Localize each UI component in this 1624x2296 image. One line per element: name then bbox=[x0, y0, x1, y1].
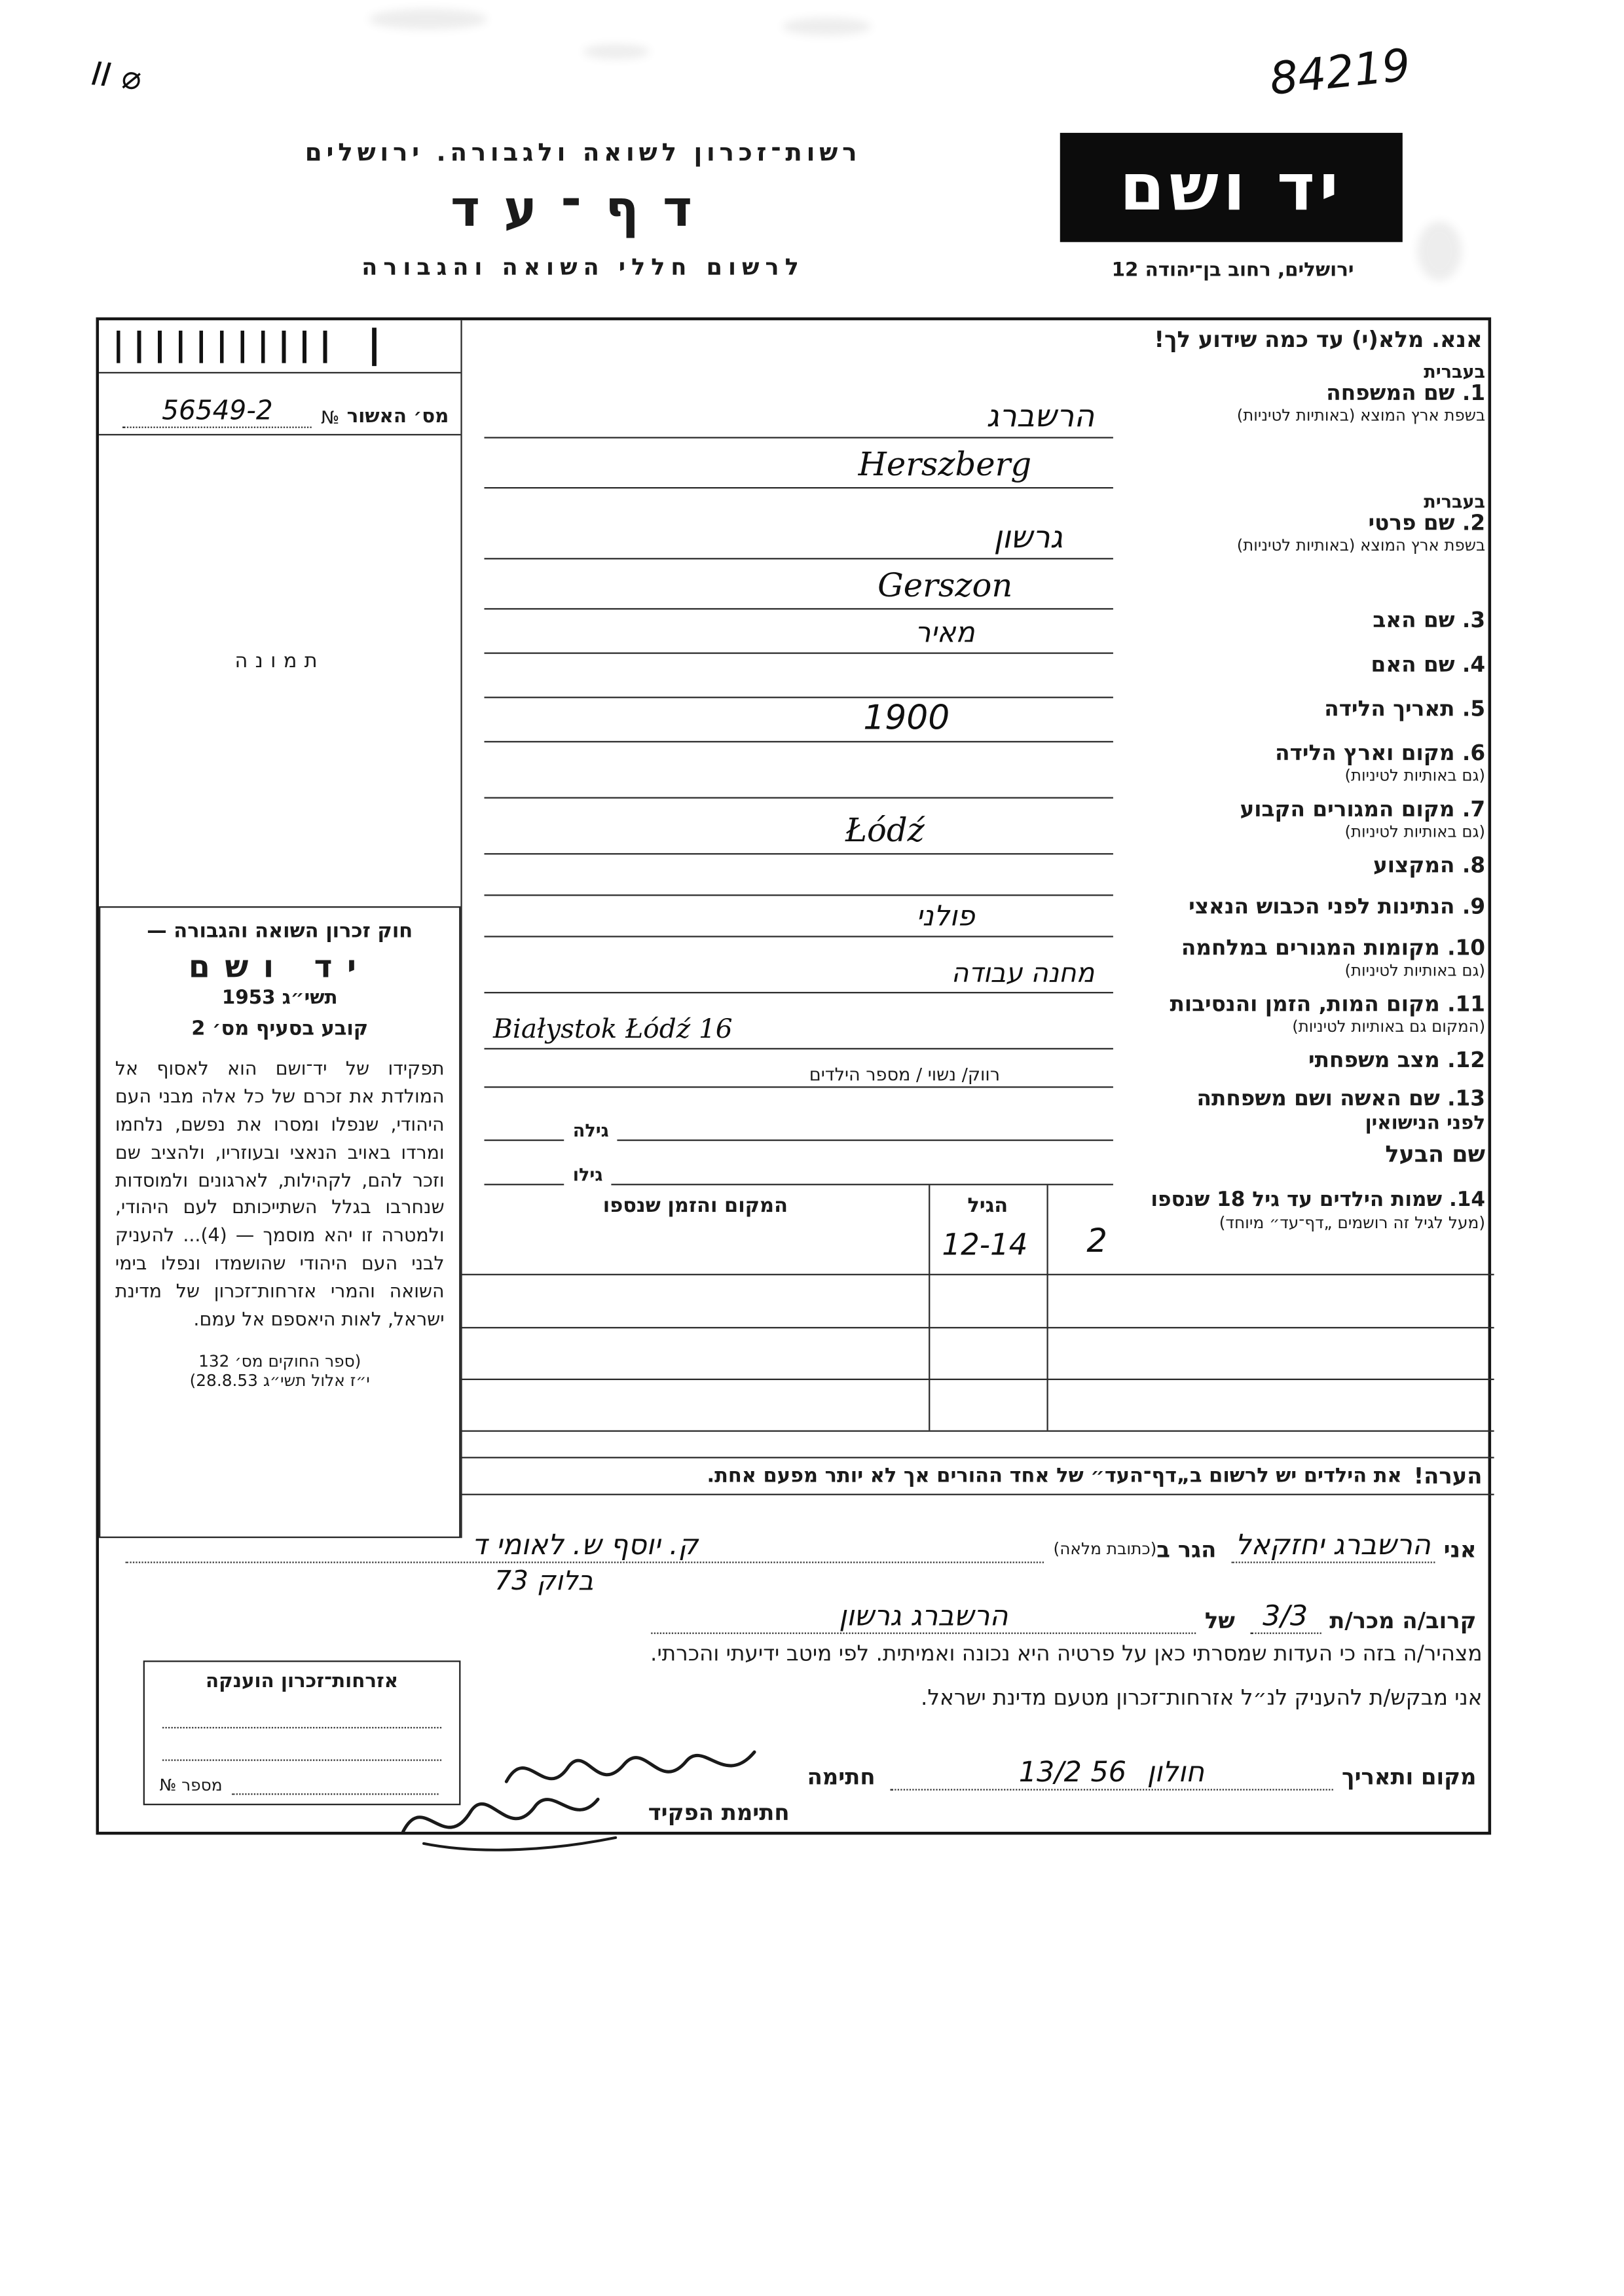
children-row-line bbox=[460, 1327, 1494, 1328]
children-row-line bbox=[460, 1379, 1494, 1380]
resident-label: הגר ב bbox=[1156, 1536, 1217, 1563]
scan-smudge bbox=[369, 9, 487, 30]
children-col-place-header: המקום והזמן שנספו bbox=[602, 1194, 788, 1218]
subject-name-value: הרשברג גרשון bbox=[839, 1599, 1008, 1633]
grant-box-number-row bbox=[159, 1774, 438, 1795]
marital-status-line bbox=[484, 1049, 1113, 1088]
label-text: 14. שמות הילדים עד גיל 18 שנספו bbox=[1151, 1188, 1486, 1212]
page-subtitle: לרשום חללי השואה והגבורה bbox=[361, 253, 805, 281]
grant-box-number-line bbox=[231, 1774, 438, 1795]
field-family-name bbox=[460, 361, 1494, 491]
place-value: חולון bbox=[1147, 1756, 1204, 1789]
certificate-number-line bbox=[122, 390, 312, 428]
profession-line bbox=[484, 854, 1113, 896]
hebrew-hint: בעברית bbox=[1424, 361, 1486, 382]
note-text: את הילדים יש לרשום ב„דף־העד״ של אחד ההורים אך לא יותר מפעם אחת. bbox=[707, 1464, 1402, 1488]
place-date-line bbox=[890, 1746, 1333, 1791]
husband-name-line bbox=[612, 1141, 1113, 1186]
permanent-residence-value: Łódź bbox=[845, 813, 925, 850]
testimony-form bbox=[96, 318, 1492, 1835]
field-profession bbox=[460, 854, 1494, 896]
first-name-hebrew-line bbox=[484, 492, 1113, 560]
declarant-row bbox=[99, 1513, 1494, 1563]
wife-name-line bbox=[618, 1088, 1113, 1141]
place-date-label: מקום ותאריך bbox=[1342, 1764, 1477, 1791]
note-strong: הערה! bbox=[1413, 1463, 1483, 1489]
address-hint: (כתובת מלאה) bbox=[1053, 1539, 1157, 1559]
law-title-4: קובע בסעיף מס׳ 2 bbox=[191, 1017, 369, 1041]
of-label: של bbox=[1204, 1607, 1235, 1634]
father-name-value: מאיר bbox=[915, 617, 975, 649]
declarant-address-line bbox=[126, 1519, 1044, 1563]
children-table-divider bbox=[1046, 1185, 1048, 1430]
field-husband-name bbox=[460, 1141, 1494, 1186]
signature-label: חתימה bbox=[807, 1764, 876, 1791]
wife-age-label: גילה bbox=[572, 1120, 609, 1141]
left-column bbox=[99, 320, 460, 1538]
subject-name-line bbox=[651, 1590, 1196, 1634]
citizenship-line bbox=[484, 896, 1113, 938]
main-fields bbox=[460, 320, 1494, 1457]
wartime-residences-line bbox=[484, 938, 1113, 994]
date-value: 13/2 56 bbox=[1018, 1756, 1127, 1789]
label-text: 5. תאריך הלידה bbox=[1324, 698, 1486, 722]
yad-vashem-logo bbox=[1060, 133, 1403, 242]
tally-marks bbox=[117, 331, 338, 363]
certificate-number-value: 56549-2 bbox=[162, 395, 273, 427]
children-age-value: 12-14 bbox=[942, 1226, 1028, 1262]
first-name-latin-value: Gerszon bbox=[877, 568, 1013, 606]
grant-box-line bbox=[162, 1727, 441, 1728]
place-of-death-line bbox=[484, 993, 1113, 1049]
label-text: 3. שם האב bbox=[1373, 610, 1486, 634]
yad-vashem-logo-text: יד ושם bbox=[1119, 149, 1343, 225]
permanent-residence-line bbox=[484, 799, 1113, 855]
declaration-statement-1: מצהיר/ה בזה כי העדות שמסרתי כאן על פרטיה היא נכונה ואמיתית. לפי מיטב ידיעתי והכרתי. bbox=[650, 1643, 1483, 1667]
numero-symbol: № bbox=[321, 407, 340, 428]
label-text: 2. שם פרטי bbox=[1368, 512, 1486, 536]
field-mother-name bbox=[460, 654, 1494, 699]
law-citation-2: י״ז אלול תשי״ג 28.8.53) bbox=[189, 1371, 370, 1391]
law-citation-1: (ספר החוקים מס׳ 132 bbox=[198, 1351, 361, 1372]
children-table bbox=[460, 1185, 1494, 1457]
label-text-2: לפני הנישואין bbox=[1365, 1113, 1486, 1135]
label-text: שם הבעל bbox=[1385, 1140, 1486, 1168]
law-title-1: חוק זכרון השואה והגבורה — bbox=[147, 919, 413, 943]
latin-hint: (גם באותיות לטיניות) bbox=[1344, 766, 1486, 786]
label-text: 4. שם האם bbox=[1371, 653, 1486, 678]
label-text: 8. המקצוע bbox=[1373, 854, 1486, 879]
field-first-name-label bbox=[1122, 492, 1494, 610]
memorial-citizenship-grant-box bbox=[143, 1660, 461, 1805]
field-wartime-residences bbox=[460, 938, 1494, 994]
law-title-3: תשי״ג 1953 bbox=[221, 987, 338, 1010]
grant-box-number-label: מספר № bbox=[159, 1776, 223, 1795]
label-text: 13. שם האשה ושם משפחתה bbox=[1196, 1087, 1486, 1112]
certificate-number-row bbox=[99, 373, 460, 435]
children-row-line bbox=[460, 1430, 1494, 1432]
marital-status-options: רווק/ נשוי / מספר הילדים bbox=[809, 1064, 1001, 1085]
relation-label: קרוב/ה מכר/ת bbox=[1329, 1607, 1477, 1634]
field-first-name bbox=[460, 492, 1494, 610]
field-birth-date bbox=[460, 698, 1494, 742]
page-title: דף־עד bbox=[450, 180, 716, 240]
children-names-value: 2 bbox=[1086, 1224, 1107, 1261]
declarant-name-value: הרשברג יחזקאל bbox=[1235, 1529, 1431, 1562]
authority-name: רשות־זכרון לשואה ולגבורה. ירושלים bbox=[304, 138, 862, 167]
relation-value: 3/3 bbox=[1263, 1599, 1308, 1633]
handwritten-file-number: 84219 bbox=[1267, 40, 1413, 107]
label-text: 11. מקום המות, הזמן והנסיבות bbox=[1170, 993, 1486, 1017]
label-text: 10. מקומות המגורים במלחמה bbox=[1181, 937, 1486, 961]
birth-place-line bbox=[484, 742, 1113, 799]
field-father-name bbox=[460, 610, 1494, 654]
latin-hint: (גם באותיות לטיניות) bbox=[1344, 822, 1486, 842]
field-marital-status bbox=[460, 1049, 1494, 1088]
husband-age-label: גילו bbox=[572, 1164, 603, 1186]
field-birth-place bbox=[460, 742, 1494, 799]
relation-row bbox=[99, 1587, 1494, 1634]
place-of-death-value: Białystok Łódź 16 bbox=[493, 1013, 733, 1046]
law-box bbox=[99, 906, 460, 1538]
first-name-hebrew-value: גרשון bbox=[993, 519, 1063, 555]
declaration-statement-2: אני מבקש/ת להעניק לנ״ל אזרחות־זכרון מטעם מדינת ישראל. bbox=[920, 1686, 1483, 1711]
children-field-label bbox=[1122, 1188, 1494, 1232]
handwritten-corner-mark: II ⌀ bbox=[90, 56, 143, 99]
label-text: 9. הנתינות לפני הכבוש הנאצי bbox=[1189, 896, 1486, 920]
label-text: 6. מקום וארץ הלידה bbox=[1275, 742, 1486, 767]
wartime-residences-value: מחנה עבודה bbox=[951, 958, 1095, 989]
mother-name-line bbox=[484, 654, 1113, 699]
declarant-address-value: ק. יוסף ש. לאומי ד bbox=[471, 1529, 699, 1562]
field-permanent-residence bbox=[460, 799, 1494, 855]
field-place-of-death bbox=[460, 993, 1494, 1049]
certificate-number-label: מס׳ האשור bbox=[346, 405, 449, 428]
field-wife-name bbox=[460, 1088, 1494, 1141]
grant-box-line bbox=[162, 1759, 441, 1760]
family-name-latin-value: Herszberg bbox=[858, 447, 1032, 484]
tally-box bbox=[99, 320, 460, 373]
label-text: 12. מצב משפחתי bbox=[1308, 1049, 1486, 1074]
clerk-signature-label: חתימת הפקיד bbox=[648, 1799, 790, 1826]
first-name-latin-line bbox=[484, 559, 1113, 610]
photo-label: תמונה bbox=[234, 649, 325, 674]
scan-smudge bbox=[583, 45, 650, 60]
label-text: 7. מקום המגורים הקבוע bbox=[1240, 798, 1486, 822]
children-col-age-header: הגיל bbox=[967, 1194, 1008, 1218]
citizenship-value: פולני bbox=[916, 900, 975, 933]
latin-hint: בשפת ארץ המוצא (באותיות לטיניות) bbox=[1236, 536, 1486, 556]
husband-age-line bbox=[484, 1141, 564, 1186]
logo-address: ירושלים, רחוב בן־יהודה 12 bbox=[1111, 259, 1354, 282]
father-name-line bbox=[484, 610, 1113, 654]
grant-box-title: אזרחות־זכרון הוענקה bbox=[205, 1671, 399, 1693]
tally-mark-extra bbox=[372, 328, 377, 367]
note-row bbox=[460, 1457, 1494, 1495]
latin-hint: (גם באותיות לטיניות) bbox=[1344, 960, 1486, 981]
field-family-name-label bbox=[1122, 361, 1494, 491]
hebrew-hint: בעברית bbox=[1424, 491, 1486, 513]
label-hint: (מעל לגיל זה רושמים „דף־עד״ מיוחד) bbox=[1219, 1212, 1486, 1232]
children-table-divider bbox=[929, 1185, 930, 1430]
family-name-hebrew-value: הרשברג bbox=[986, 398, 1095, 434]
relation-value-line bbox=[1249, 1590, 1320, 1634]
family-name-latin-line bbox=[484, 439, 1113, 489]
declarant-address-value-2: בלוק 73 bbox=[494, 1566, 594, 1597]
law-title-2: יד ושם bbox=[188, 949, 371, 985]
declarant-i-label: אני bbox=[1443, 1536, 1477, 1563]
birth-date-line bbox=[484, 698, 1113, 742]
declarant-name-line bbox=[1231, 1519, 1435, 1563]
label-text: 1. שם המשפחה bbox=[1326, 382, 1486, 407]
wife-age-line bbox=[484, 1088, 564, 1141]
latin-hint: בשפת ארץ המוצא (באותיות לטיניות) bbox=[1236, 406, 1486, 426]
family-name-hebrew-line bbox=[484, 361, 1113, 438]
photo-area bbox=[99, 435, 460, 906]
fill-instruction: אנא. מלא(י) עד כמה שידוע לך! bbox=[1154, 326, 1483, 353]
law-body-text: תפקידו של יד־ושם הוא לאסוף אל המולדת את זכרם של כל אלה מבני העם היהודי, שנפלו ומסרו את נפשם, נלחמו ומרדו באויב הנאצי ובעוזריו, ולהציב שם וזכר להם, לקהילות, לארגונים ולמוסדות שנחרבו בגלל השתייכותם לעם היהודי, ולמטרה זו יהא מוסמך — (4)... להעניק לבני העם היהודי שהושמדו ונפלו בימי השואה והמרי אזרחות־זכרון של מדינת ישראל, לאות היאספם אל עמם. bbox=[115, 1057, 445, 1330]
children-row-line bbox=[460, 1274, 1494, 1275]
scan-smudge bbox=[783, 18, 871, 35]
latin-hint: (המקום גם באותיות לטיניות) bbox=[1292, 1017, 1486, 1036]
field-citizenship bbox=[460, 896, 1494, 938]
birth-date-value: 1900 bbox=[863, 699, 950, 738]
